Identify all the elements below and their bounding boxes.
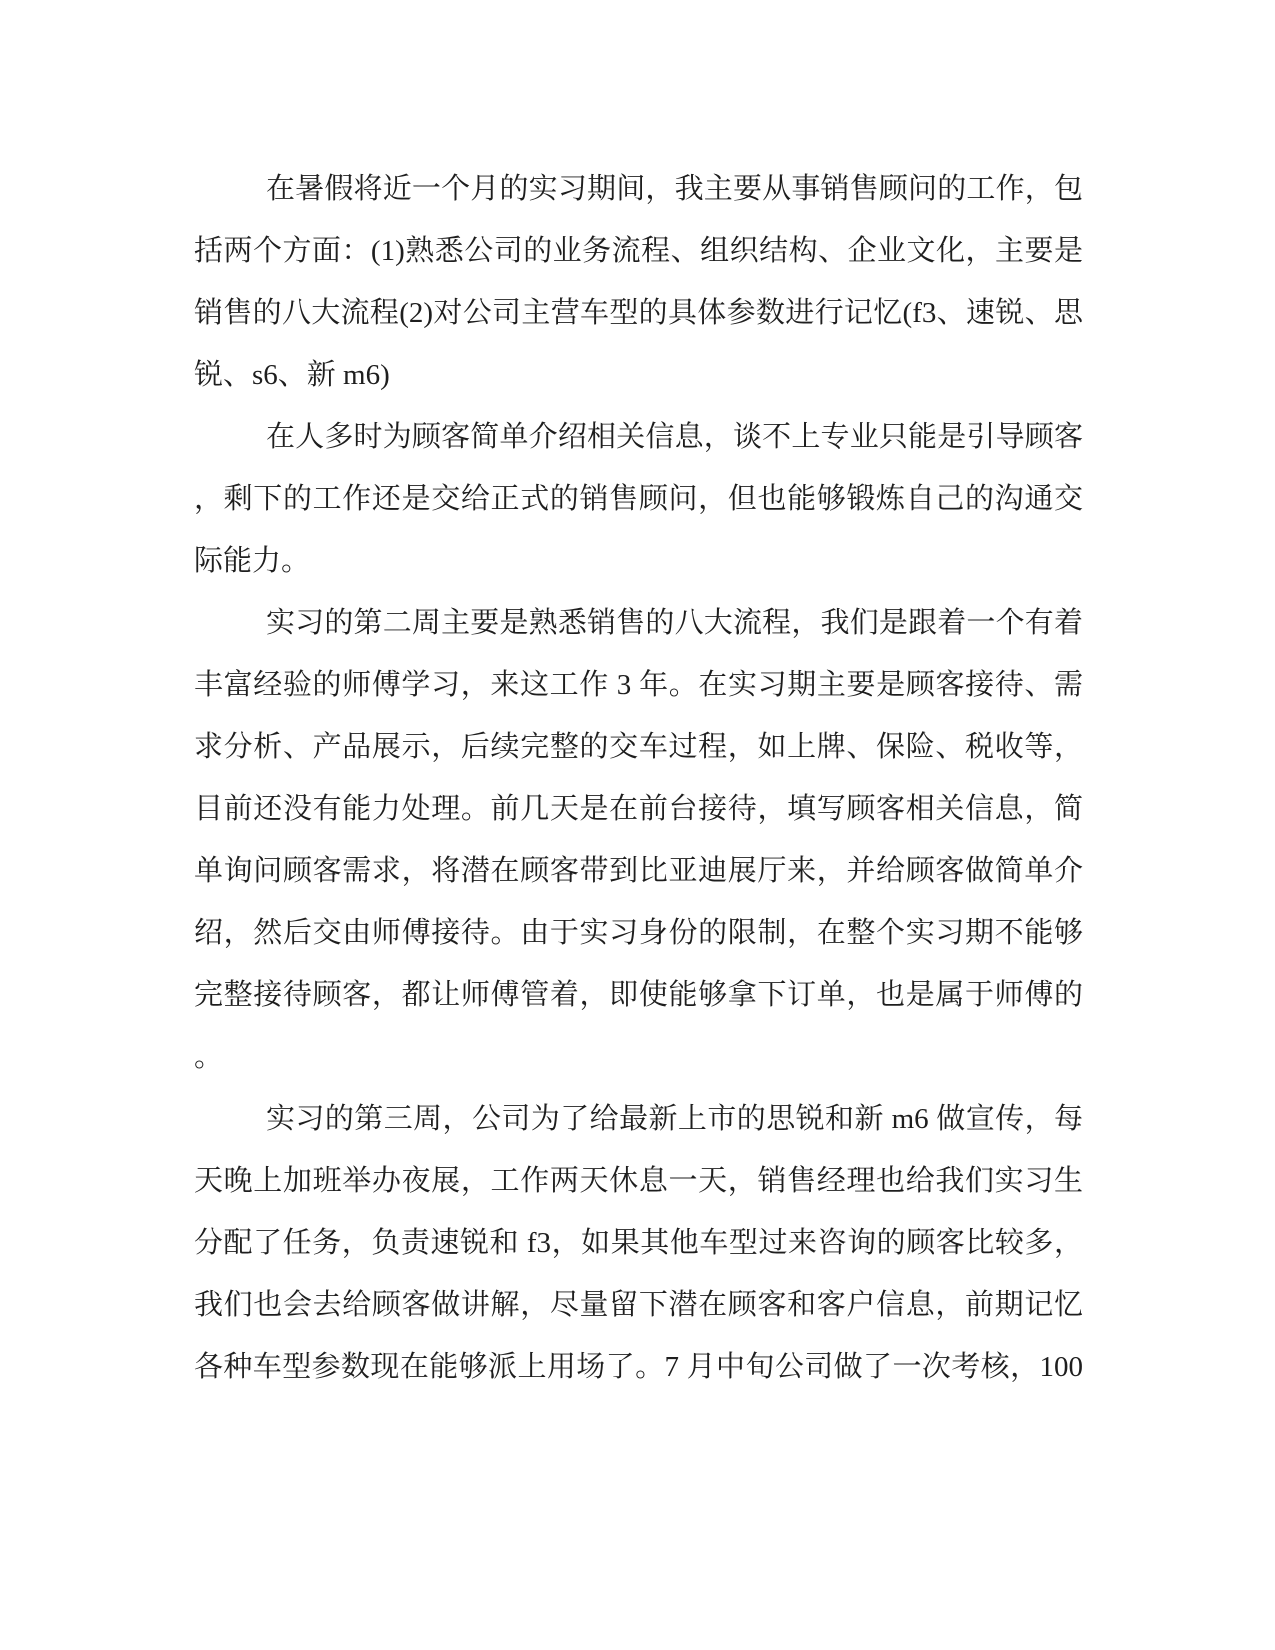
text-line: 在暑假将近一个月的实习期间，我主要从事销售顾问的工作，包 (266, 173, 1083, 205)
text-line: ，剩下的工作还是交给正式的销售顾问，但也能够锻炼自己的沟通交 (194, 483, 1083, 515)
text-line: 绍，然后交由师傅接待。由于实习身份的限制，在整个实习期不能够 (194, 917, 1083, 949)
text-line: 分配了任务，负责速锐和 f3，如果其他车型过来咨询的顾客比较多， (194, 1227, 1083, 1259)
text-line: 括两个方面：(1)熟悉公司的业务流程、组织结构、企业文化，主要是 (194, 235, 1083, 267)
text-line: 单询问顾客需求，将潜在顾客带到比亚迪展厅来，并给顾客做简单介 (194, 855, 1083, 887)
text-line: 丰富经验的师傅学习，来这工作 3 年。在实习期主要是顾客接待、需 (194, 669, 1083, 701)
text-line: 求分析、产品展示，后续完整的交车过程，如上牌、保险、税收等， (194, 731, 1083, 763)
paragraph (194, 406, 1083, 592)
text-line: 完整接待顾客，都让师傅管着，即使能够拿下订单，也是属于师傅的 (194, 979, 1083, 1011)
text-line: 销售的八大流程(2)对公司主营车型的具体参数进行记忆(f3、速锐、思 (194, 297, 1083, 329)
text-line: 各种车型参数现在能够派上用场了。7 月中旬公司做了一次考核，100 (194, 1351, 1083, 1383)
text-line: 在人多时为顾客简单介绍相关信息，谈不上专业只能是引导顾客 (266, 421, 1083, 453)
paragraph (194, 158, 1083, 406)
paragraph (194, 592, 1083, 1088)
text-line: 我们也会去给顾客做讲解，尽量留下潜在顾客和客户信息，前期记忆 (194, 1289, 1083, 1321)
text-line: 实习的第三周，公司为了给最新上市的思锐和新 m6 做宣传，每 (266, 1103, 1083, 1135)
paragraph (194, 1088, 1083, 1398)
text-content (194, 158, 1083, 1398)
text-line: 目前还没有能力处理。前几天是在前台接待，填写顾客相关信息，简 (194, 793, 1083, 825)
text-line: 天晚上加班举办夜展，工作两天休息一天，销售经理也给我们实习生 (194, 1165, 1083, 1197)
text-line: 实习的第二周主要是熟悉销售的八大流程，我们是跟着一个有着 (266, 607, 1083, 639)
text-line: 。 (194, 1041, 224, 1073)
text-line: 锐、s6、新 m6) (194, 359, 390, 391)
text-line: 际能力。 (194, 545, 311, 577)
